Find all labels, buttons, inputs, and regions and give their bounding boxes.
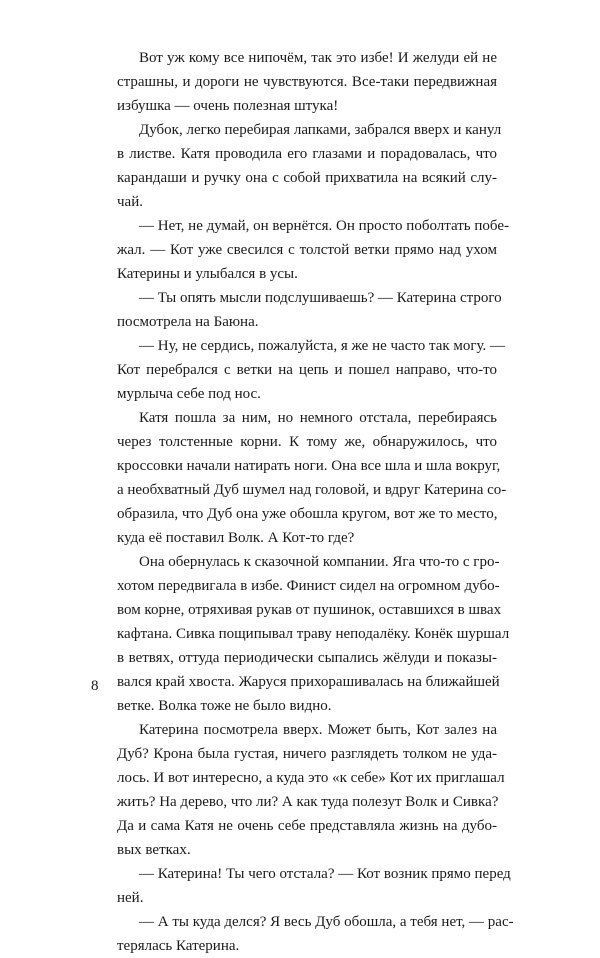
text-line: Дубок, легко перебирая лапками, забрался вверх и канул: [139, 122, 502, 138]
text-line: Дуб? Крона была густая, ничего разглядеть толком не уда-: [117, 746, 497, 762]
text-line: — Катерина! Ты чего отстала? — Кот возник прямо перед: [139, 866, 511, 882]
text-line: терялась Катерина.: [117, 938, 240, 954]
text-line: чай.: [117, 194, 143, 210]
text-line: Да и сама Катя не очень себе представляла жизнь на дубо-: [117, 818, 497, 834]
text-line: вался край хвоста. Жаруся прихорашивалась на ближайшей: [117, 674, 500, 690]
text-line: ней.: [117, 890, 144, 906]
text-line: кафтана. Сивка пощипывал траву неподалёку. Конёк шуршал: [117, 626, 510, 642]
text-line: — Ты опять мысли подслушиваешь? — Катерина строго: [139, 290, 502, 306]
text-line: в ветвях, оттуда периодически сыпались жёлуди и показы-: [117, 650, 497, 666]
text-line: куда её поставил Волк. А Кот-то где?: [117, 530, 355, 546]
text-line: лось. И вот интересно, а куда это «к себе» Кот их приглашал: [117, 770, 505, 786]
text-line: карандаши и ручку она с собой прихватила на всякий слу-: [117, 170, 497, 186]
text-line: страшны, и дороги не чувствуются. Все-таки передвижная: [117, 74, 497, 90]
page-number: 8: [91, 678, 99, 694]
text-line: Катя пошла за ним, но немного отстала, перебираясь: [139, 410, 497, 426]
text-line: через толстенные корни. К тому же, обнаружилось, что: [117, 434, 497, 450]
text-line: а необхватный Дуб шумел над головой, и вдруг Катерина со-: [117, 482, 507, 498]
text-line: — А ты куда делся? Я весь Дуб обошла, а тебя нет, — рас-: [139, 914, 514, 930]
text-line: жить? На дерево, что ли? А как туда полезут Волк и Сивка?: [117, 794, 499, 810]
text-line: вых ветках.: [117, 842, 191, 858]
text-line: мурлыча себе под нос.: [117, 386, 261, 402]
body-text: [117, 46, 514, 958]
text-line: ветке. Волка тоже не было видно.: [117, 698, 332, 714]
text-line: Вот уж кому все нипочём, так это избе! И желуди ей не: [139, 50, 497, 66]
text-line: в листве. Катя проводила его глазами и порадовалась, что: [117, 146, 497, 162]
text-line: — Ну, не сердись, пожалуйста, я же не часто так могу. —: [139, 338, 506, 354]
text-line: Она обернулась к сказочной компании. Яга что-то с гро-: [139, 554, 500, 570]
text-line: Катерины и улыбался в усы.: [117, 266, 298, 282]
text-line: — Нет, не думай, он вернётся. Он просто поболтать побе-: [139, 218, 510, 234]
text-line: кроссовки начали натирать ноги. Она все шла и шла вокруг,: [117, 458, 501, 474]
text-line: Катерина посмотрела вверх. Может быть, Кот залез на: [139, 722, 497, 738]
text-line: вом корне, отряхивая рукав от пушинок, оставшихся в швах: [117, 602, 502, 618]
text-line: хотом передвигала в избе. Финист сидел на огромном дубо-: [117, 578, 500, 594]
text-line: Кот перебрался с ветки на цепь и пошел направо, что-то: [117, 362, 497, 378]
text-line: образила, что Дуб она уже обошла кругом, вот же то место,: [117, 506, 498, 522]
text-line: посмотрела на Баюна.: [117, 314, 259, 330]
text-line: жал. — Кот уже свесился с толстой ветки прямо над ухом: [117, 242, 497, 258]
text-line: избушка — очень полезная штука!: [117, 98, 339, 114]
